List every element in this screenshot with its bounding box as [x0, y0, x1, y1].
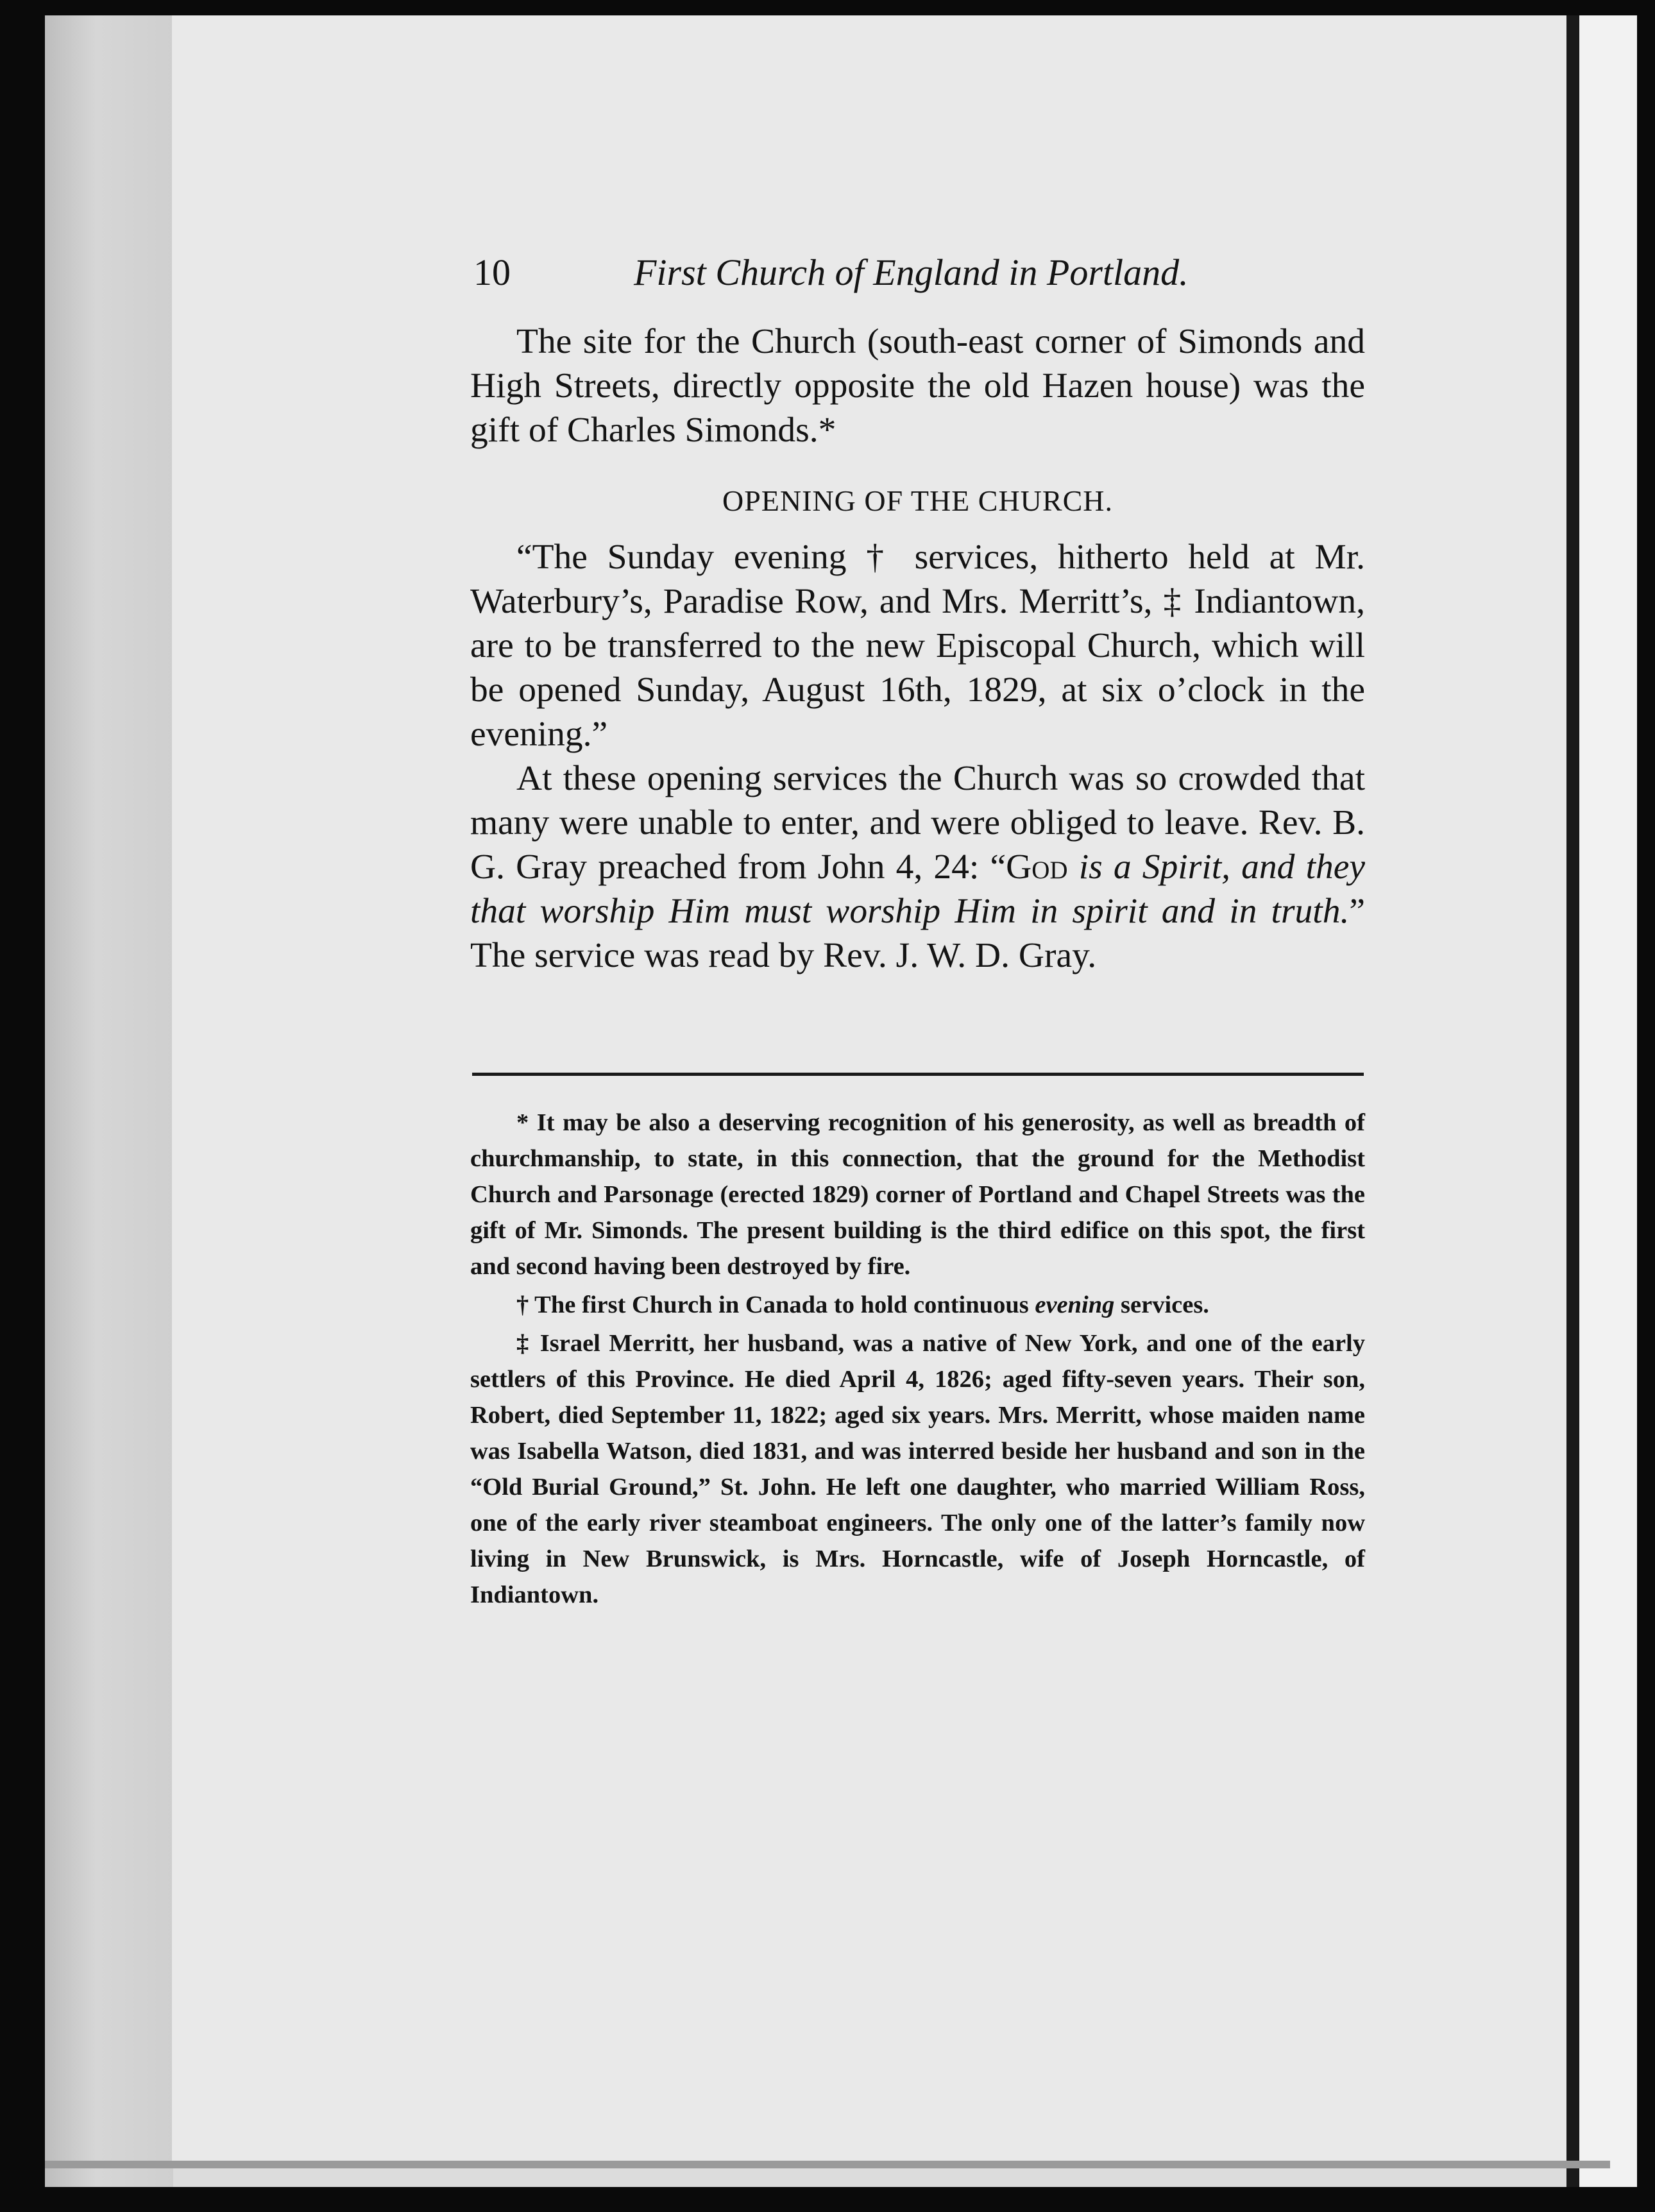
footnote-asterisk: * It may be also a deserving recognition of his generosity, as well as breadth of churchmanship, to state, in this connection, that the ground for the Methodist Church and Parsonage (erected 1829) corner of Portland and Chapel Streets was the gift of Mr. Simonds. The present building is the third edifice on this spot, the first and second having been destroyed by fire.	[470, 1109, 1365, 1280]
paragraph-announcement-quote: “The Sunday evening † services, hitherto held at Mr. Waterbury’s, Paradise Row, and Mrs. Merritt’s, ‡ Indiantown, are to be transferred to the new Episcopal Church, which will be opened Sunday, August 16th, 1829, at six o’clock in the evening.”	[470, 538, 1365, 754]
paragraph-church-site: The site for the Church (south-east corner of Simonds and High Streets, directly opposite the old Hazen house) was the gift of Charles Simonds.*	[470, 322, 1365, 450]
paragraph-opening-services	[470, 756, 1365, 978]
footnote-double-dagger: ‡ Israel Merritt, her husband, was a native of New York, and one of the early settlers of this Province. He died April 4, 1826; aged fifty-seven years. Their son, Robert, died September 11, 1822; aged six years. Mrs. Merritt, whose maiden name was Isabella Watson, died 1831, and was interred beside her husband and son in the “Old Burial Ground,” St. John. He left one daughter, who married William Ross, one of the early river steamboat engineers. The only one of the latter’s family now living in New Brunswick, is Mrs. Horncastle, wife of Joseph Horncastle, of Indiantown.	[470, 1330, 1365, 1608]
footnote-dagger	[470, 1287, 1365, 1323]
footnote-dagger-text: † The first Church in Canada to hold continuous	[516, 1291, 1035, 1318]
service-reader-text: ” The service was read by Rev. J. W. D. Gray.	[470, 892, 1365, 975]
adjacent-page-strip	[1579, 15, 1637, 2187]
page-edge-shadow	[1566, 15, 1579, 2187]
binding-margin	[45, 15, 173, 2187]
scripture-god: God	[1006, 847, 1068, 887]
scripture-quote: is a Spirit, and they that worship Him must worship Him in spirit and in truth.	[470, 847, 1366, 931]
running-title: First Church of England in Portland.	[634, 251, 1189, 293]
page-bottom-edge	[45, 2161, 1610, 2168]
footnotes	[470, 1105, 1365, 1613]
running-head	[473, 247, 1225, 298]
footnote-dagger-tail: services.	[1114, 1291, 1209, 1318]
section-heading: OPENING OF THE CHURCH.	[722, 484, 1113, 517]
footnote-dagger-emphasis: evening	[1035, 1291, 1115, 1318]
opening-services-text: At these opening services the Church was so crowded that many were unable to enter, and were obliged to leave. Rev. B. G. Gray preached from John 4, 24: “	[470, 759, 1365, 887]
footnote-rule	[472, 1073, 1364, 1076]
body-text	[470, 319, 1365, 978]
page-number: 10	[473, 251, 511, 293]
